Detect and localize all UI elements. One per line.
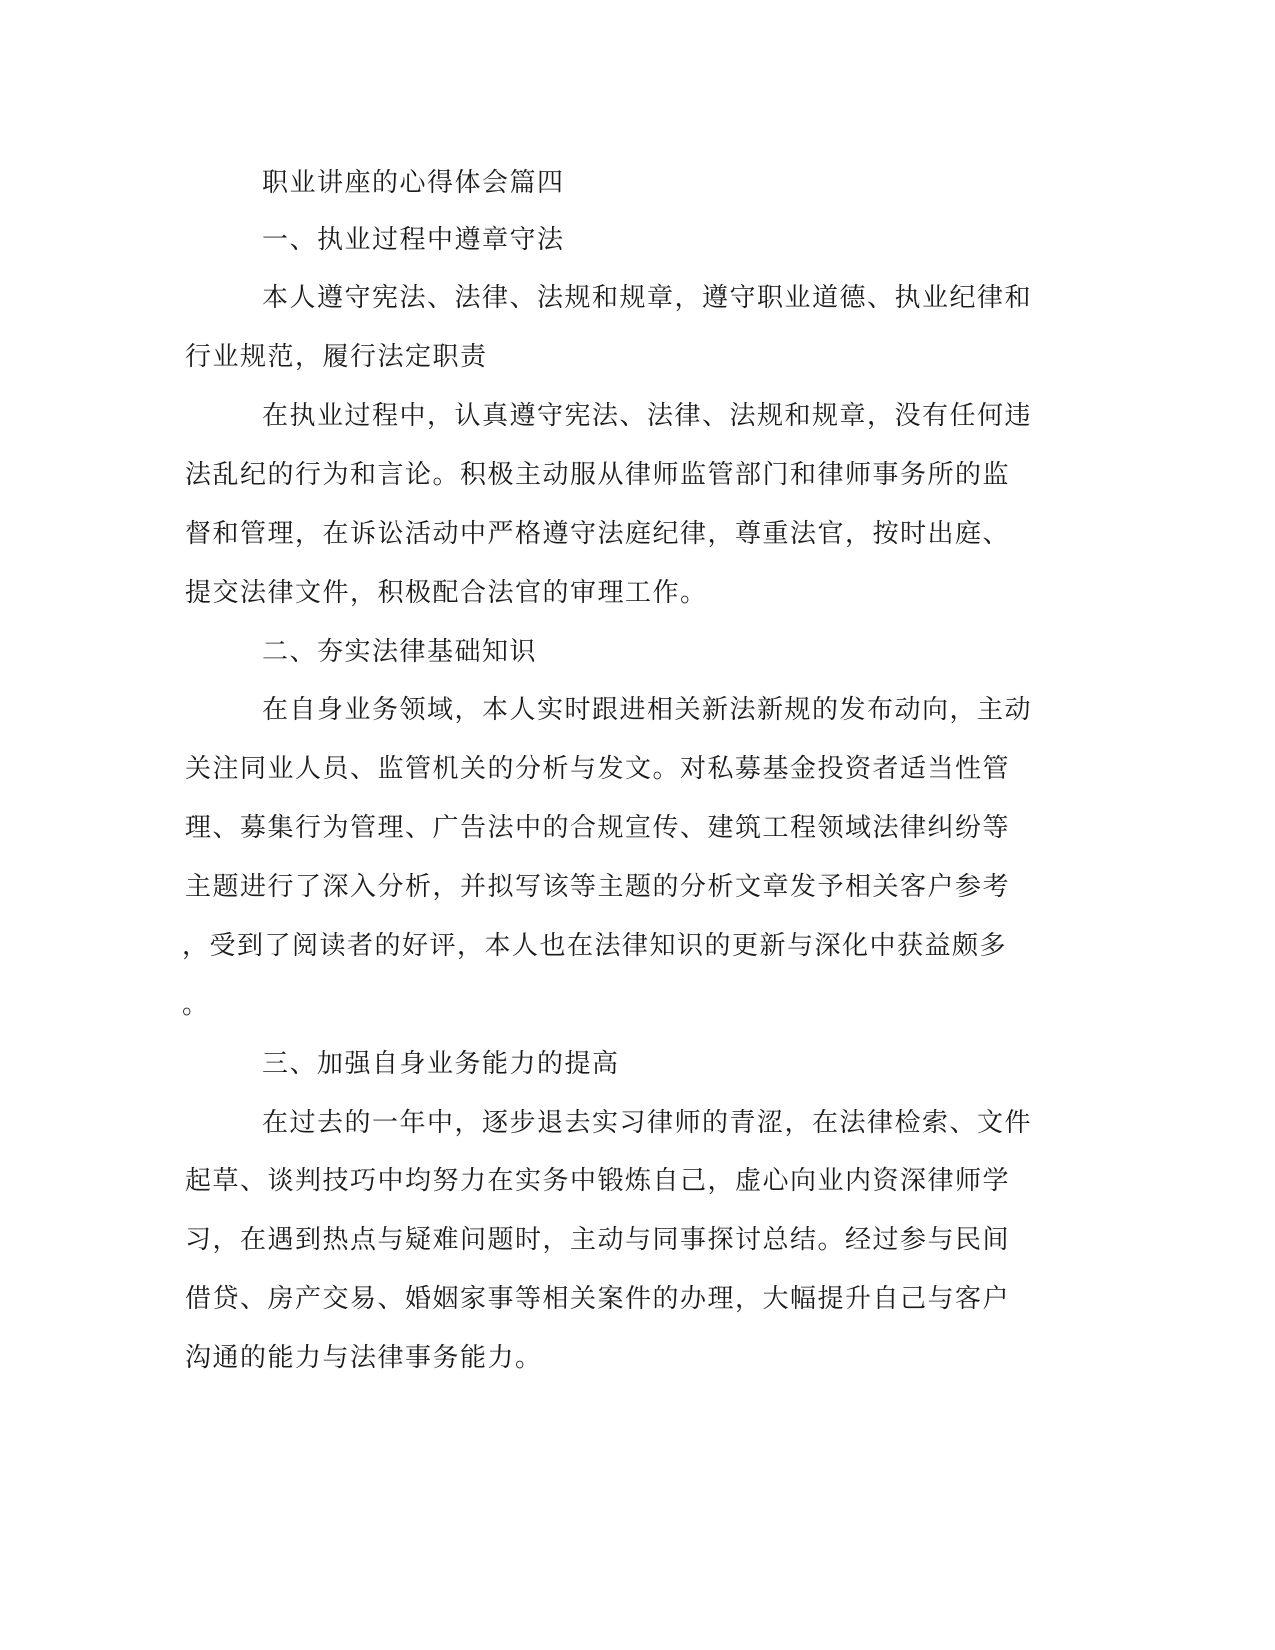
- paragraph-line: 理、募集行为管理、广告法中的合规宣传、建筑工程领域法律纠纷等: [185, 813, 1011, 843]
- paragraph-line: 在过去的一年中，逐步退去实习律师的青涩，在法律检索、文件: [262, 1108, 1033, 1138]
- paragraph-line: 关注同业人员、监管机关的分析与发文。对私募基金投资者适当性管: [185, 754, 1011, 784]
- paragraph-line: 沟通的能力与法律事务能力。: [185, 1343, 543, 1373]
- document-title: 职业讲座的心得体会篇四: [262, 168, 565, 198]
- paragraph-line: 法乱纪的行为和言论。积极主动服从律师监管部门和律师事务所的监: [185, 460, 1011, 490]
- paragraph-line: 起草、谈判技巧中均努力在实务中锻炼自己，虚心向业内资深律师学: [185, 1166, 1011, 1196]
- paragraph-line: 本人遵守宪法、法律、法规和规章，遵守职业道德、执业纪律和: [262, 283, 1033, 313]
- paragraph-line: 。: [182, 990, 210, 1020]
- paragraph-line: 提交法律文件，积极配合法官的审理工作。: [185, 578, 708, 608]
- paragraph-line: 督和管理，在诉讼活动中严格遵守法庭纪律，尊重法官，按时出庭、: [185, 519, 1011, 549]
- paragraph-line: 主题进行了深入分析，并拟写该等主题的分析文章发予相关客户参考: [185, 872, 1011, 902]
- section-heading-1: 一、执业过程中遵章守法: [262, 225, 565, 255]
- section-heading-3: 三、加强自身业务能力的提高: [262, 1049, 620, 1079]
- section-heading-2: 二、夯实法律基础知识: [262, 637, 538, 667]
- paragraph-line: 在执业过程中，认真遵守宪法、法律、法规和规章，没有任何违: [262, 401, 1033, 431]
- paragraph-line: 习，在遇到热点与疑难问题时，主动与同事探讨总结。经过参与民间: [185, 1225, 1011, 1255]
- paragraph-line: 在自身业务领域，本人实时跟进相关新法新规的发布动向，主动: [262, 695, 1033, 725]
- paragraph-line: ，受到了阅读者的好评，本人也在法律知识的更新与深化中获益颇多: [182, 931, 1008, 961]
- paragraph-line: 行业规范，履行法定职责: [185, 342, 488, 372]
- paragraph-line: 借贷、房产交易、婚姻家事等相关案件的办理，大幅提升自己与客户: [185, 1284, 1011, 1314]
